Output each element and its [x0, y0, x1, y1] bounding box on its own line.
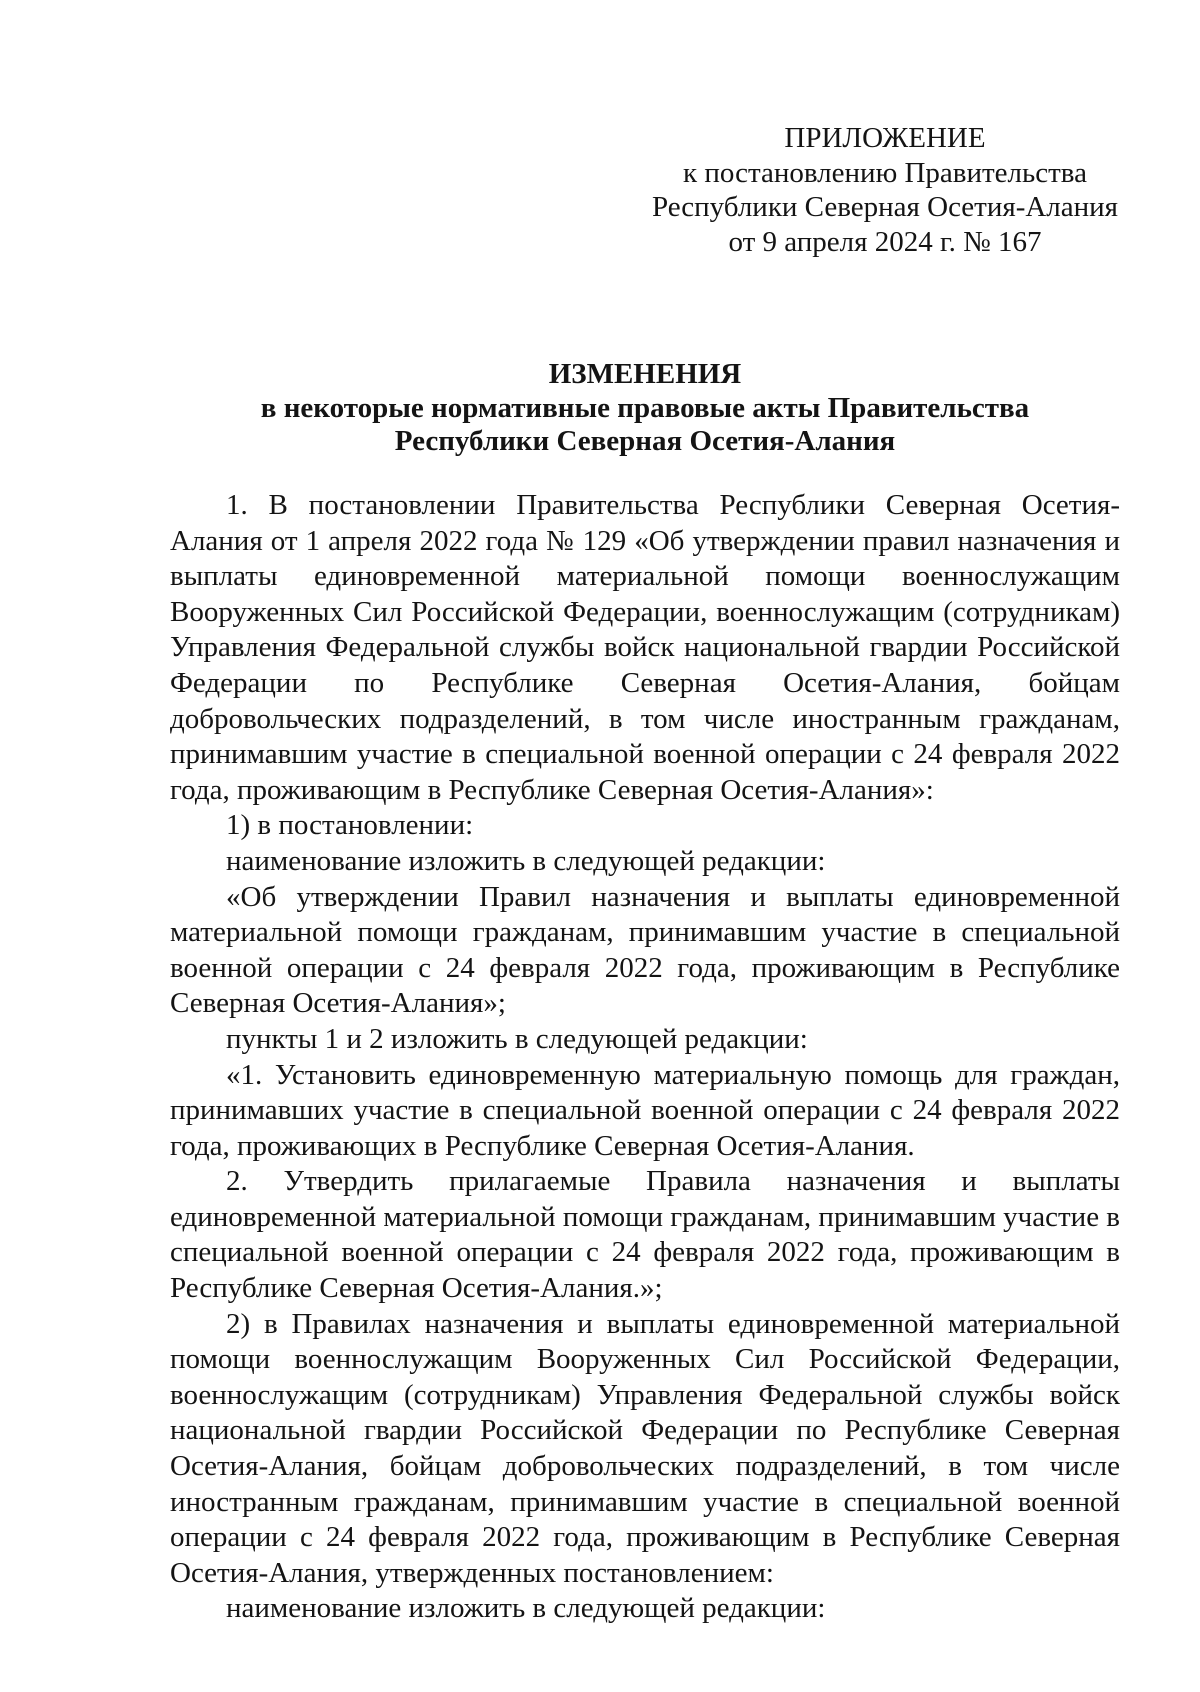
appendix-resolution-ref: к постановлению Правительства: [683, 156, 1087, 189]
paragraph-9: наименование изложить в следующей редакции:: [226, 1592, 826, 1625]
title-subheading-2: Республики Северная Осетия-Алания: [394, 425, 896, 457]
paragraph-6: «1. Установить единовременную материальную помощь для граждан, принимавших участие в специальной военной операции с 24 февраля 2022 года, проживающих в Республике Северная Осетия-Алания.: [170, 1058, 1120, 1162]
document-body: [170, 488, 1120, 1627]
paragraph-2: 1) в постановлении:: [226, 809, 474, 842]
appendix-date-number: от 9 апреля 2024 г. № 167: [728, 225, 1042, 258]
paragraph-1: 1. В постановлении Правительства Республики Северная Осетия-Алания от 1 апреля 2022 года № 129 «Об утверждении правил назначения и выплаты единовременной материальной помощи военнослужащим Вооруженных Сил Российской Федерации, военнослужащим (сотрудникам) Управления Федеральной службы войск национальной гвардии Российской Федерации по Республике Северная Осетия-Алания, бойцам добровольческих подразделений, в том числе иностранным гражданам, принимавшим участие в специальной военной операции с 24 февраля 2022 года, проживающим в Республике Северная Осетия-Алания»:: [170, 489, 1120, 806]
paragraph-5: пункты 1 и 2 изложить в следующей редакции:: [226, 1022, 808, 1055]
paragraph-3: наименование изложить в следующей редакции:: [226, 844, 826, 877]
appendix-label: ПРИЛОЖЕНИЕ: [784, 122, 986, 154]
document-title: [170, 358, 1120, 459]
paragraph-4: «Об утверждении Правил назначения и выплаты единовременной материальной помощи гражданам, принимавшим участие в специальной военной операции с 24 февраля 2022 года, проживающим в Республике Северная Осетия-Алания»;: [170, 880, 1120, 1020]
appendix-header: [640, 121, 1130, 259]
title-heading: ИЗМЕНЕНИЯ: [548, 358, 742, 390]
appendix-government-name: Республики Северная Осетия-Алания: [651, 191, 1119, 223]
title-subheading: в некоторые нормативные правовые акты Правительства: [260, 391, 1030, 424]
paragraph-7: 2. Утвердить прилагаемые Правила назначения и выплаты единовременной материальной помощи гражданам, принимавшим участие в специальной военной операции с 24 февраля 2022 года, проживающим в Республике Северная Осетия-Алания.»;: [170, 1165, 1121, 1305]
paragraph-8: 2) в Правилах назначения и выплаты единовременной материальной помощи военнослужащим Вооруженных Сил Российской Федерации, военнослужащим (сотрудникам) Управления Федеральной службы войск национальной гвардии Российской Федерации по Республике Северная Осетия-Алания, бойцам добровольческих подразделений, в том числе иностранным гражданам, принимавшим участие в специальной военной операции с 24 февраля 2022 года, проживающим в Республике Северная Осетия-Алания, утвержденных постановлением:: [170, 1307, 1120, 1589]
